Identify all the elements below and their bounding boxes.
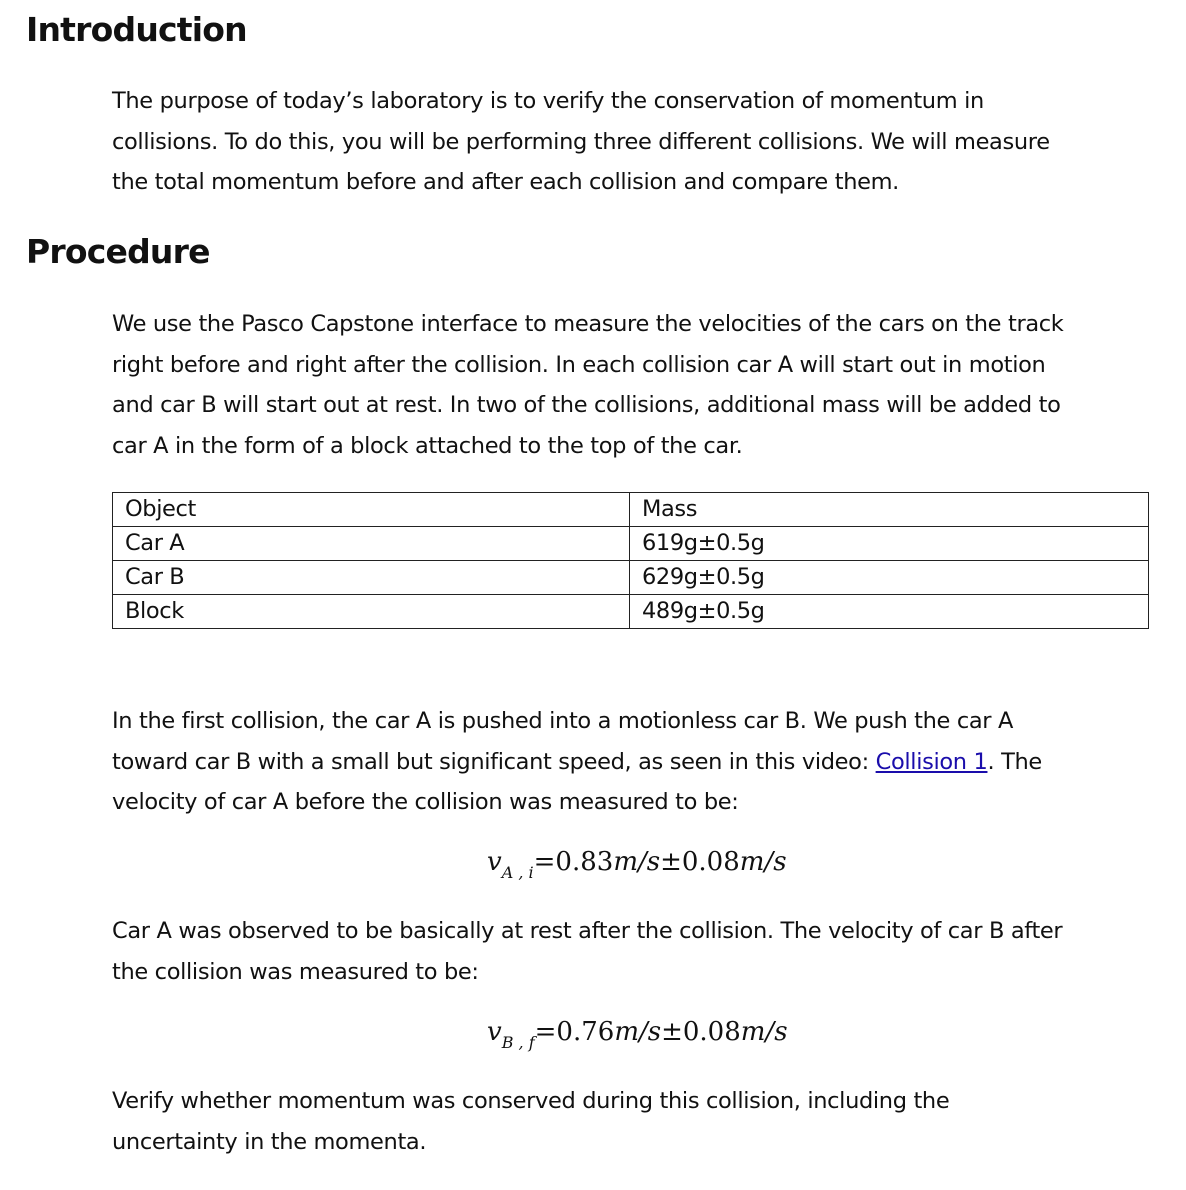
verify-line: Verify whether momentum was conserved during this collision, including the <box>112 1088 950 1114</box>
table-row <box>113 527 1149 561</box>
intro-line: the total momentum before and after each collision and compare them. <box>112 169 899 195</box>
collision1-text: . The <box>987 748 1042 775</box>
collision1-text: toward car B with a small but significant speed, as seen in this video: <box>112 748 876 775</box>
procedure-line: We use the Pasco Capstone interface to measure the velocities of the cars on the track <box>112 311 1064 337</box>
intro-line: collisions. To do this, you will be performing three different collisions. We will measure <box>112 128 1050 155</box>
introduction-heading: Introduction <box>26 10 247 49</box>
equation-velocity-a-initial <box>487 846 787 889</box>
eq-value: =0.76 <box>534 1017 615 1047</box>
table-cell-object: Block <box>113 595 630 629</box>
eq-unit: m/s <box>739 847 787 877</box>
procedure-line: right before and right after the collision. In each collision car A will start out in motion <box>112 351 1046 378</box>
collision1-paragraph <box>112 701 1042 823</box>
eq-unit: m/s <box>613 847 661 877</box>
collision-1-video-link[interactable]: Collision 1 <box>875 748 988 775</box>
after-collision-paragraph <box>112 911 1062 992</box>
table-row <box>113 561 1149 595</box>
table-header-mass: Mass <box>630 493 1149 527</box>
after-line: Car A was observed to be basically at rest after the collision. The velocity of car B after <box>112 918 1063 944</box>
eq-subscript: B , f <box>501 1033 535 1052</box>
verify-line: uncertainty in the momenta. <box>112 1128 427 1155</box>
procedure-line: car A in the form of a block attached to the top of the car. <box>112 432 743 459</box>
eq-uncertainty: ±0.08 <box>660 847 740 877</box>
eq-value: =0.83 <box>533 847 614 877</box>
table-header-row <box>113 493 1149 527</box>
collision1-line: In the first collision, the car A is pushed into a motionless car B. We push the car A <box>112 708 1014 734</box>
table-header-object: Object <box>113 493 630 527</box>
table-cell-mass: 619g±0.5g <box>630 527 1149 561</box>
eq-var: v <box>487 847 502 877</box>
eq-subscript: A , i <box>501 863 534 882</box>
procedure-paragraph <box>112 304 1064 466</box>
procedure-heading: Procedure <box>26 232 210 271</box>
intro-line: The purpose of today’s laboratory is to verify the conservation of momentum in <box>112 88 984 114</box>
eq-uncertainty: ±0.08 <box>661 1017 741 1047</box>
verify-paragraph <box>112 1081 949 1162</box>
eq-unit: m/s <box>740 1017 788 1047</box>
eq-var: v <box>487 1017 502 1047</box>
table-cell-mass: 489g±0.5g <box>630 595 1149 629</box>
eq-unit: m/s <box>614 1017 662 1047</box>
procedure-line: and car B will start out at rest. In two of the collisions, additional mass will be added to <box>112 392 1061 418</box>
intro-paragraph <box>112 81 1050 203</box>
equation-velocity-b-final <box>487 1016 788 1059</box>
collision1-line <box>112 742 1042 783</box>
table-cell-object: Car A <box>113 527 630 561</box>
table-cell-mass: 629g±0.5g <box>630 561 1149 595</box>
collision1-line: velocity of car A before the collision was measured to be: <box>112 789 739 815</box>
mass-table <box>112 492 1149 629</box>
table-row <box>113 595 1149 629</box>
table-cell-object: Car B <box>113 561 630 595</box>
after-line: the collision was measured to be: <box>112 958 479 985</box>
